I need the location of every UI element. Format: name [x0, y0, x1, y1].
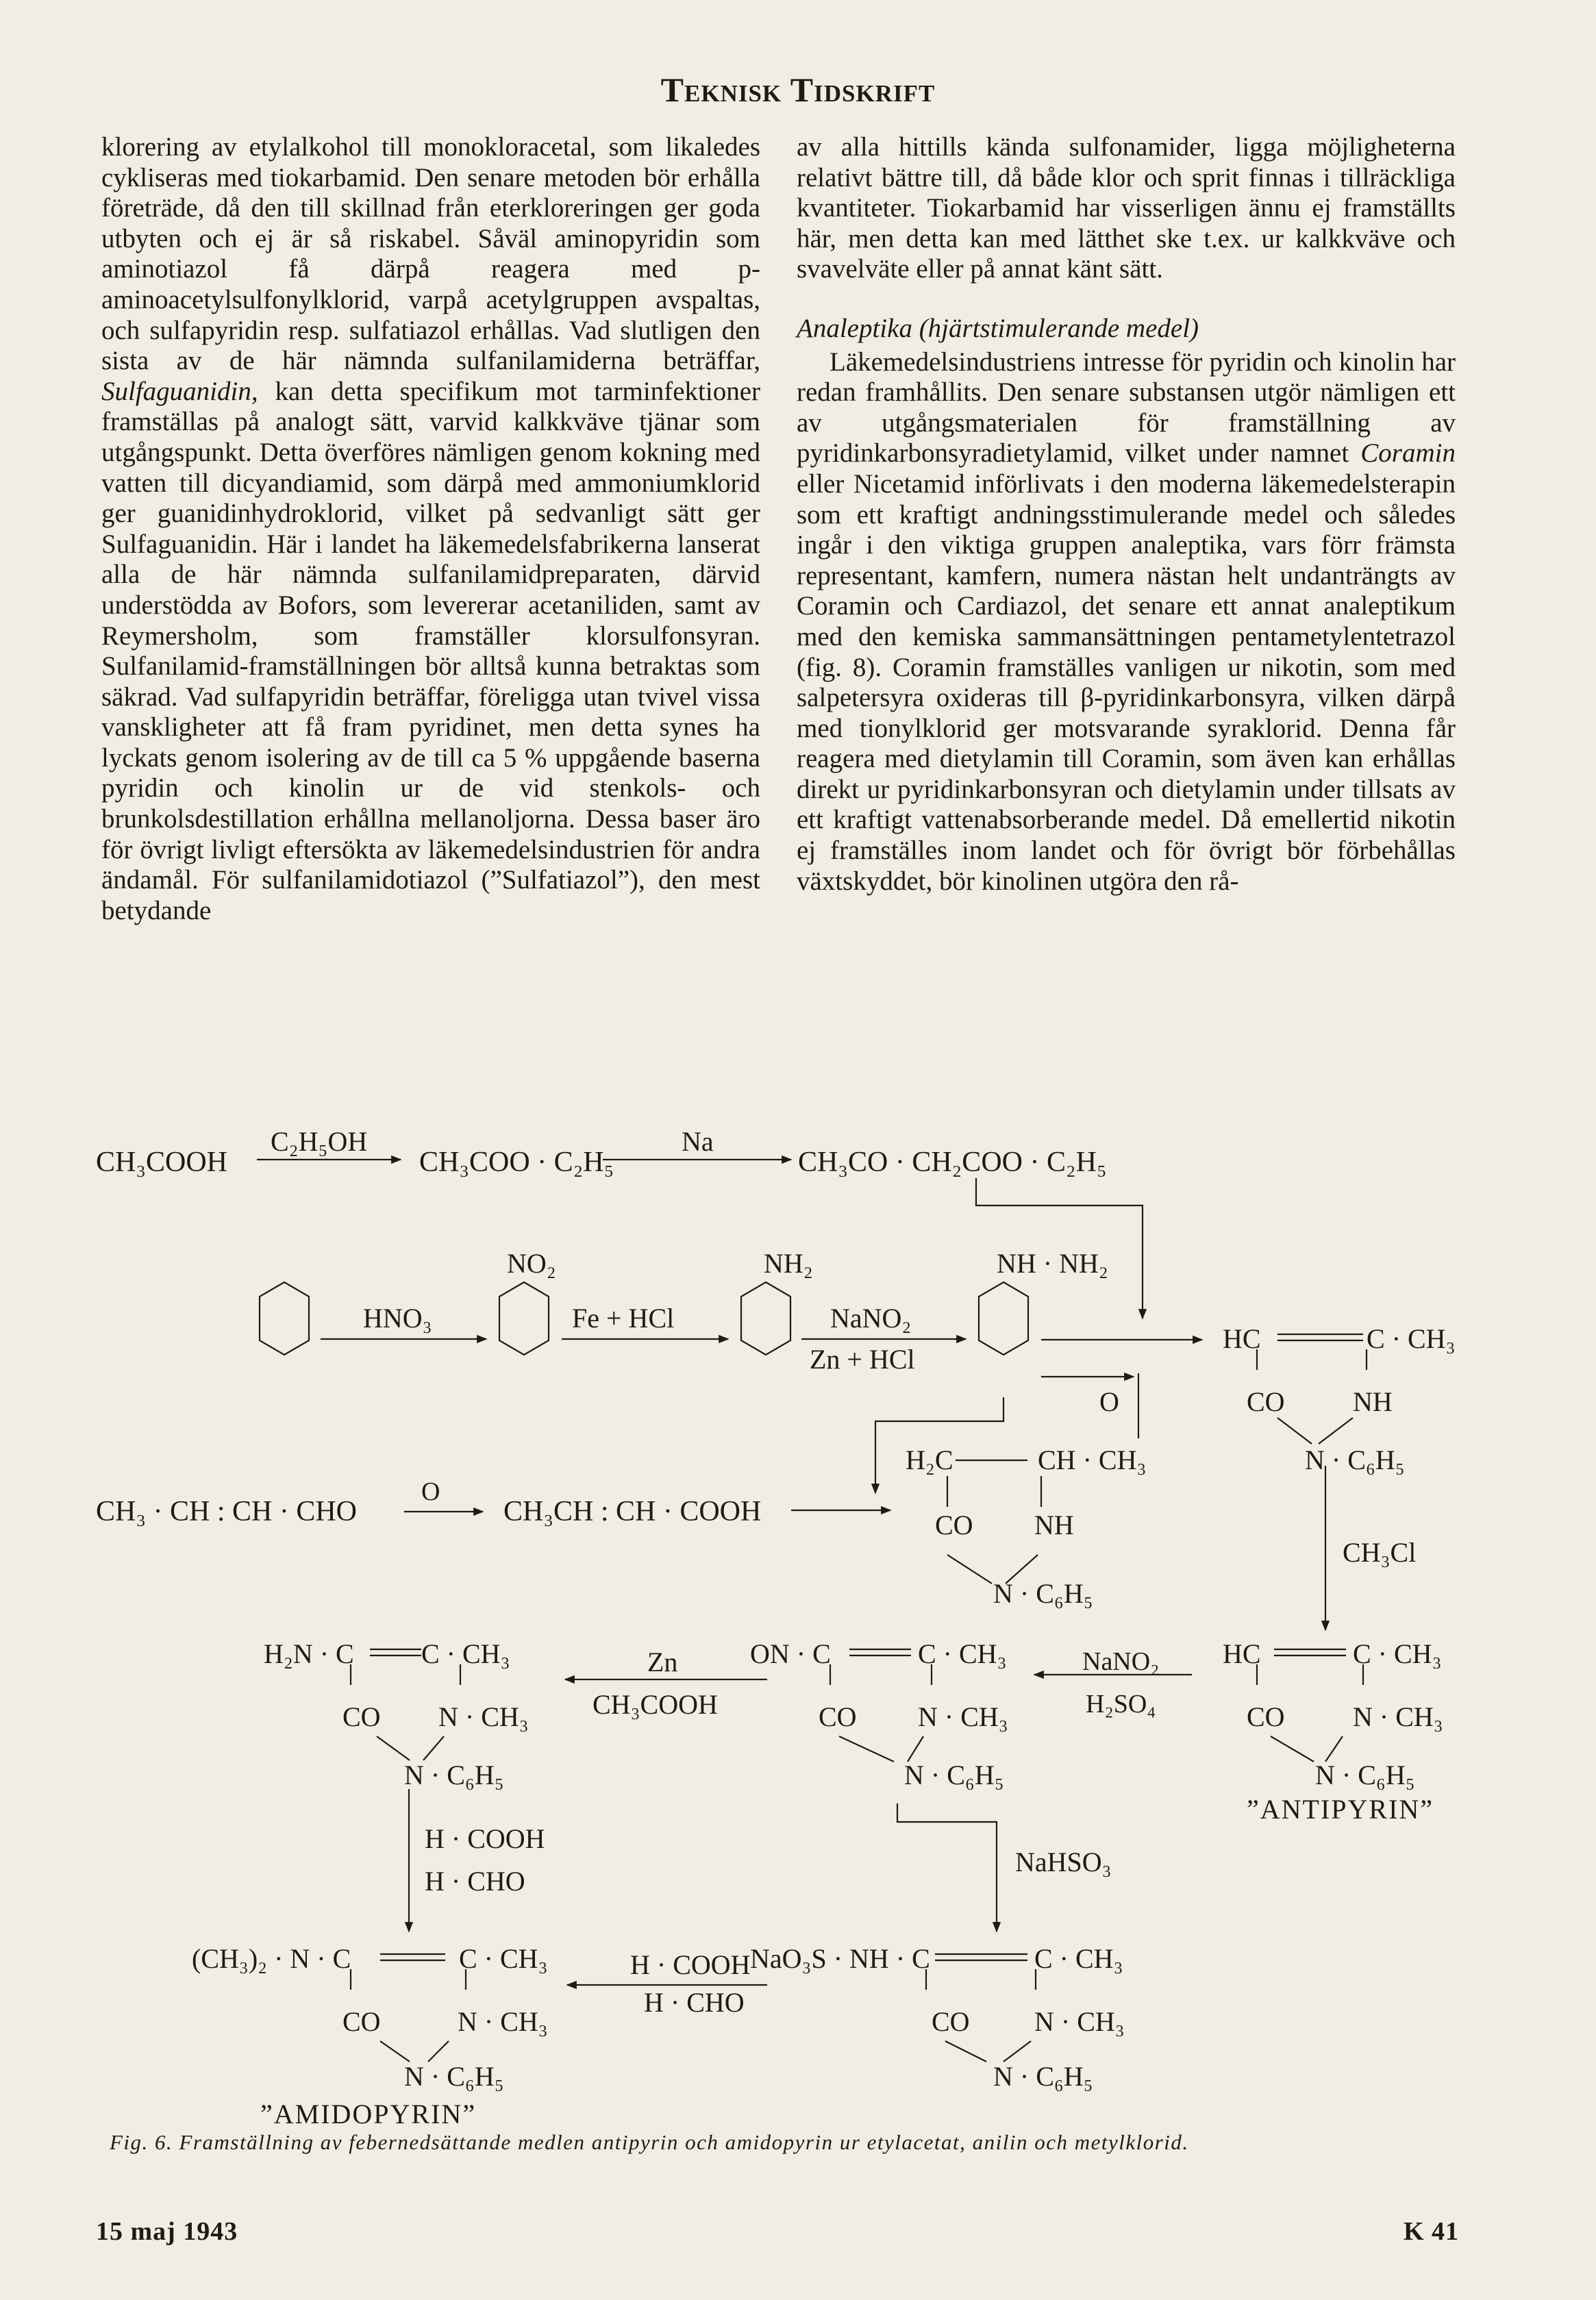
- paragraph-text: eller Nicetamid införlivats i den moderna läkemedelsterapin som ett kraftigt andningsstimulerande medel och således ingår i den viktiga gruppen analeptika, vars förr främsta representant, kamfern, numera nästan helt undanträngts av Coramin och Cardiazol, det senare ett annat analeptikum med den kemiska sammansättningen pentametylentetrazol (fig. 8). Coramin framställes vanligen ur nikotin, som med salpetersyra oxideras till β-pyridinkarbonsyra, vilken därpå med tionylklorid ger motsvarande syraklorid. Denna får reagera med dietylamin till Coramin, som även kan erhållas direkt ur pyridinkarbonsyran och dietylamin under tillsats av ett kraftigt vattenabsorberande medel. Då emellertid nikotin ej framställes inom landet och för övrigt bör förbehållas växtskyddet, bör kinolinen utgöra den rå-: [797, 468, 1456, 896]
- nitrosoantipyrin-co: CO: [819, 1701, 857, 1732]
- pyrazolidone-h2c: H₂C: [906, 1445, 953, 1475]
- antipyrin-nch3: N · CH₃: [1353, 1701, 1443, 1732]
- reagent-sodium: Na: [682, 1126, 714, 1157]
- pyrazolone-co: CO: [1247, 1386, 1285, 1417]
- connector-nahso3: [897, 1803, 997, 1932]
- pyrazolone-hc: HC: [1223, 1323, 1261, 1354]
- amidopyrin-nch3: N · CH₃: [458, 2006, 548, 2037]
- antipyrin-co: CO: [1247, 1701, 1285, 1732]
- body-paragraph: av alla hittills kända sulfonamider, ligga möjligheterna relativt bättre till, då både klor och sprit finnas i tillräckliga kvantiteter. Tiokarbamid har visserligen ännu ej framställts här, men detta kan med lätthet ske t.ex. ur kalkkväve och svavelväte eller på annat känt sätt.: [797, 132, 1456, 284]
- aminoantipyrin-h2nc: H₂N · C: [264, 1638, 354, 1669]
- antipyrin-label: ”ANTIPYRIN”: [1247, 1794, 1434, 1825]
- sulfonate-cch3: C · CH₃: [1034, 1943, 1123, 1974]
- reagent-formaldehyde: H · CHO: [425, 1866, 525, 1897]
- right-column: [797, 132, 1456, 897]
- reagent-zinc: Zn: [647, 1647, 678, 1677]
- pyrazolidone-nc6h5: N · C₆H₅: [993, 1578, 1093, 1609]
- nitrosoantipyrin-cch3: C · CH₃: [918, 1638, 1007, 1669]
- amidopyrin-nc6h5: N · C₆H₅: [404, 2061, 504, 2092]
- reagent-zinc-hcl: Zn + HCl: [810, 1344, 915, 1375]
- reagent-methyl-chloride: CH₃Cl: [1343, 1537, 1417, 1568]
- pyrazolone-nc6h5: N · C₆H₅: [1305, 1445, 1405, 1475]
- amidopyrin-label: ”AMIDOPYRIN”: [260, 2099, 477, 2129]
- reagent-sulfuric-acid: H₂SO₄: [1086, 1690, 1156, 1718]
- amidopyrin-co: CO: [342, 2006, 381, 2037]
- italic-term: Coramin: [1360, 438, 1456, 468]
- benzene-ring: [260, 1282, 309, 1355]
- amino-group: NH₂: [764, 1248, 813, 1279]
- acetic-acid: CH₃COOH: [96, 1147, 227, 1178]
- paragraph-text: kan detta specifikum mot tarminfektioner framställas på analogt sätt, varvid kalkkväve tjänar som utgångspunkt. Detta överföres nämligen genom kokning med vatten till dicyandiamid, som därpå med ammoniumklorid ger guanidinhydroklorid, vilket på sedvanligt sätt ger Sulfaguanidin. Här i landet ha läkemedelsfabrikerna lanserat alla de här nämnda sulfanilamidpreparaten, därvid understödda av Bofors, som levererar acetaniliden, samt av Reymersholm, som framställer klorsulfonsyran. Sulfanilamid-framställningen bör alltså kunna betraktas som säkrad. Vad sulfapyridin beträffar, föreligga utan tvivel vissa vanskligheter att få fram pyridinet, men detta synes ha lyckats genom isolering av de till ca 5 % uppgående baserna pyridin och kinolin ur de vid stenkols- och brunkolsdestillation erhållna mellanoljorna. Dessa baser äro för övrigt livligt eftersökta av läkemedelsindustrien för andra ändamål. För sulfanilamidotiazol (”Sulfatiazol”), den mest betydande: [101, 376, 760, 925]
- reagent-nitric-acid: HNO₃: [363, 1303, 432, 1334]
- aminoantipyrin-nc6h5: N · C₆H₅: [404, 1760, 504, 1790]
- reagent-acetic-acid: CH₃COOH: [593, 1689, 718, 1720]
- pyrazolidone-nh: NH: [1034, 1510, 1074, 1540]
- crotonic-acid: CH₃CH : CH · COOH: [503, 1496, 762, 1527]
- nitro-group: NO₂: [507, 1248, 556, 1279]
- antipyrin-nc6h5: N · C₆H₅: [1315, 1760, 1415, 1790]
- reagent-formic-acid-2: H · COOH: [630, 1949, 751, 1980]
- paragraph-text: Läkemedelsindustriens intresse för pyridin och kinolin har redan framhållits. Den senare substansen utgör nämligen ett av utgångsmaterialen för framställning av pyridinkarbonsyradietylamid, vilket under namnet: [797, 347, 1456, 468]
- amidopyrin-nc: (CH₃)₂ · N · C: [192, 1943, 351, 1974]
- italic-term: Sulfaguanidin,: [101, 376, 258, 406]
- aminoantipyrin-cch3: C · CH₃: [421, 1638, 510, 1669]
- benzene-ring: [499, 1282, 549, 1355]
- sulfonate-nc: NaO₃S · NH · C: [750, 1943, 930, 1974]
- reagent-formic-acid: H · COOH: [425, 1823, 545, 1854]
- issue-date: 15 maj 1943: [96, 2217, 238, 2246]
- nitrosoantipyrin-nc6h5: N · C₆H₅: [904, 1760, 1004, 1790]
- aminoantipyrin-co: CO: [342, 1701, 381, 1732]
- journal-masthead: Teknisk Tidskrift: [660, 71, 936, 109]
- figure-caption: Fig. 6. Framställning av febernedsättande medlen antipyrin och amidopyrin ur etylacetat, anilin och metylklorid.: [110, 2130, 1189, 2154]
- crotonaldehyde: CH₃ · CH : CH · CHO: [96, 1496, 357, 1527]
- hydrazine-group: NH · NH₂: [997, 1248, 1108, 1279]
- nitrosoantipyrin-nch3: N · CH₃: [918, 1701, 1008, 1732]
- reagent-sodium-nitrite-2: NaNO₂: [1082, 1647, 1160, 1676]
- section-heading: Analeptika (hjärtstimulerande medel): [797, 313, 1199, 343]
- reagent-formaldehyde-2: H · CHO: [644, 1987, 745, 2018]
- pyrazolone-nh: NH: [1353, 1386, 1393, 1417]
- nitrosoantipyrin-onc: ON · C: [750, 1638, 831, 1669]
- benzene-ring: [979, 1282, 1028, 1355]
- amidopyrin-cch3: C · CH₃: [459, 1943, 548, 1974]
- reagent-ethanol: C₂H₅OH: [271, 1126, 368, 1157]
- reagent-sodium-nitrite: NaNO₂: [830, 1303, 912, 1334]
- sulfonate-nch3: N · CH₃: [1034, 2006, 1125, 2037]
- antipyrin-cch3: C · CH₃: [1353, 1638, 1442, 1669]
- aminoantipyrin-nch3: N · CH₃: [438, 1701, 529, 1732]
- page-number: K 41: [1403, 2217, 1459, 2246]
- reagent-oxygen-2: O: [421, 1477, 440, 1506]
- pyrazolidone-chch3: CH · CH₃: [1038, 1445, 1147, 1475]
- body-paragraph: [797, 347, 1456, 897]
- left-column: [101, 132, 760, 926]
- ethyl-acetate: CH₃COO · C₂H₅: [419, 1147, 614, 1178]
- benzene-ring: [741, 1282, 790, 1355]
- reagent-oxygen: O: [1099, 1386, 1119, 1417]
- sulfonate-nc6h5: N · C₆H₅: [993, 2061, 1093, 2092]
- paragraph-text: klorering av etylalkohol till monokloracetal, som likaledes cykliseras med tiokarbamid. Den senare metoden bör erhålla företräde, då den till skillnad från eterkloreringen ger goda utbyten och ej är så riskabel. Såväl aminopyridin som aminotiazol få därpå reagera med p-aminoacetylsulfonylklorid, varpå acetylgruppen avspaltas, och sulfapyridin resp. sulfatiazol erhållas. Vad slutligen den sista av de här nämnda sulfanilamiderna beträffar,: [101, 132, 760, 376]
- reagent-iron-hcl: Fe + HCl: [572, 1303, 675, 1334]
- pyrazolidone-co: CO: [935, 1510, 973, 1540]
- ethyl-acetoacetate: CH₃CO · CH₂COO · C₂H₅: [798, 1147, 1107, 1178]
- reagent-sodium-bisulfite: NaHSO₃: [1015, 1847, 1112, 1877]
- body-paragraph: [101, 132, 760, 926]
- sulfonate-co: CO: [932, 2006, 970, 2037]
- antipyrin-hc: HC: [1223, 1638, 1261, 1669]
- pyrazolone-cch3: C · CH₃: [1367, 1323, 1456, 1354]
- reaction-scheme: [0, 1096, 1596, 2137]
